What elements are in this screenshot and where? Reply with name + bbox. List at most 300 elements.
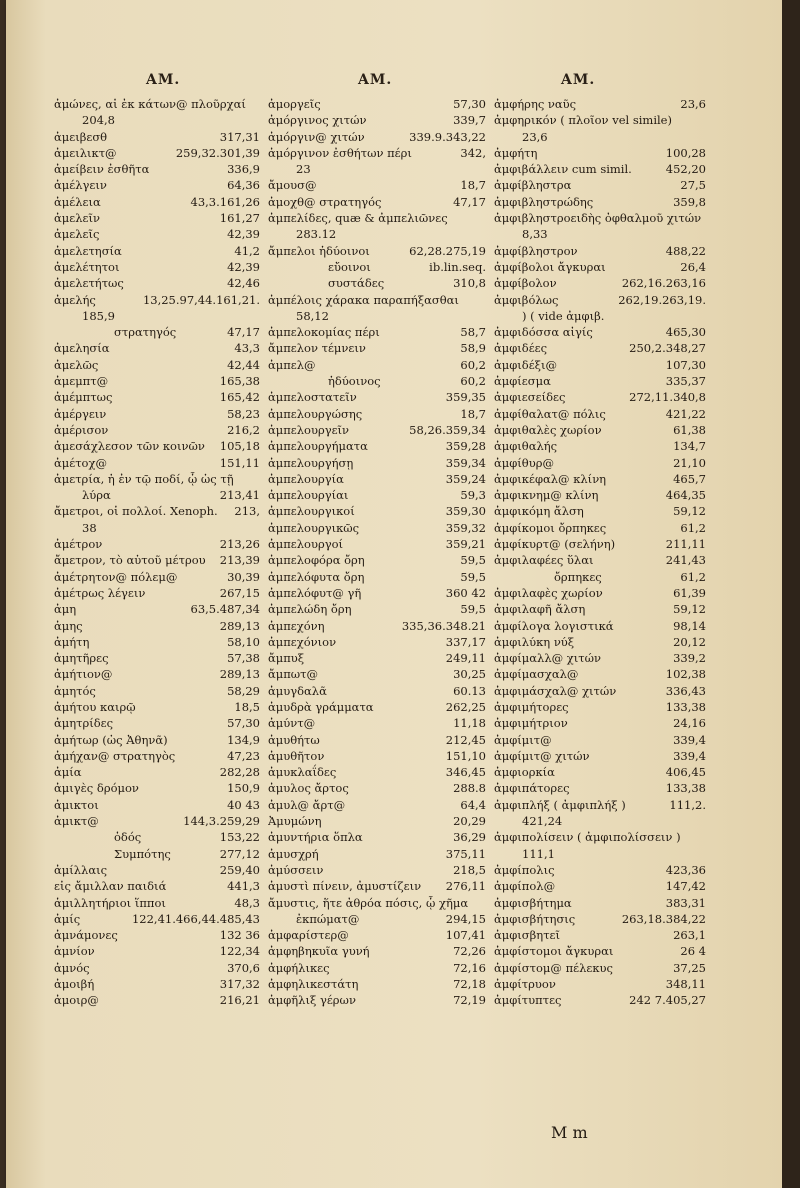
index-entry	[268, 650, 486, 666]
entry-term: 283.12	[296, 227, 337, 242]
index-entry	[268, 357, 486, 373]
index-entry	[268, 487, 486, 503]
index-entry	[54, 813, 260, 829]
entry-term: ἀμεμπτ@	[54, 374, 109, 389]
entry-term: ἀμπελουργήσῃ	[268, 455, 354, 470]
index-entry	[268, 585, 486, 601]
entry-term: ἀμφικέφαλ@ κλίνη	[494, 471, 607, 486]
entry-reference: 26,4	[680, 259, 706, 274]
entry-term: ἡδύοινος	[328, 374, 381, 389]
index-entry	[494, 699, 706, 715]
entry-term: ἀμφισβήτημα	[494, 895, 572, 910]
entry-term: ἀμφηλικεστάτη	[268, 977, 359, 992]
entry-reference: 42,46	[227, 276, 260, 291]
entry-reference: 58,7	[460, 325, 486, 340]
entry-term: ἀμφίβληστρα	[494, 178, 572, 193]
entry-reference: 134,9	[227, 732, 260, 747]
index-entry	[54, 503, 260, 519]
entry-reference: 61,38	[673, 422, 706, 437]
index-entry	[54, 862, 260, 878]
entry-reference: 59,5	[460, 602, 486, 617]
entry-term: ἀμφισβήτησις	[494, 911, 576, 926]
entry-reference	[702, 226, 706, 242]
entry-reference: 359,21	[445, 537, 486, 552]
entry-reference: 161,27	[219, 211, 260, 226]
entry-term: 8,33	[522, 227, 548, 242]
index-entry	[54, 878, 260, 894]
entry-term: ἀμφίπολις	[494, 862, 555, 877]
entry-term: ἀμπέλοις χάρακα παραπήξασθαι	[268, 292, 459, 307]
entry-term: 38	[82, 520, 97, 535]
entry-reference: 41,2	[234, 243, 260, 258]
index-entry	[54, 715, 260, 731]
index-entry	[494, 601, 706, 617]
entry-reference	[702, 112, 706, 128]
entry-reference: 132 36	[219, 928, 260, 943]
entry-term: ἀμέτρητον@ πόλεμ@	[54, 569, 178, 584]
index-entry	[268, 862, 486, 878]
entry-reference: 60,2	[460, 357, 486, 372]
entry-reference	[482, 292, 486, 308]
entry-reference: 289,13	[219, 667, 260, 682]
index-entry	[268, 520, 486, 536]
entry-reference: 294,15	[445, 911, 486, 926]
index-entry	[268, 829, 486, 845]
index-entry	[54, 536, 260, 552]
entry-term: εὔοινοι	[328, 259, 371, 274]
index-entry	[268, 536, 486, 552]
entry-reference: 370,6	[227, 960, 260, 975]
index-entry	[494, 650, 706, 666]
index-entry	[268, 324, 486, 340]
index-entry	[494, 194, 706, 210]
entry-term: ἀμετρία, ἡ ἐν τῷ ποδί, ᾧ ὡς τῇ	[54, 471, 234, 486]
entry-reference: 59,3	[460, 488, 486, 503]
entry-reference	[702, 129, 706, 145]
entry-term: ἀμύντ@	[268, 716, 316, 731]
index-entry	[268, 471, 486, 487]
index-entry	[54, 96, 260, 112]
entry-reference: 277,12	[219, 846, 260, 861]
entry-reference: 102,38	[665, 667, 706, 682]
index-entry	[54, 829, 260, 845]
index-entry	[494, 634, 706, 650]
entry-reference: 289,13	[219, 618, 260, 633]
index-entry	[268, 292, 486, 308]
entry-term: ἀμφιεσείδες	[494, 390, 566, 405]
index-entry	[54, 243, 260, 259]
entry-reference: 359,28	[445, 439, 486, 454]
entry-term: ἀμέμπτως	[54, 390, 113, 405]
index-entry	[268, 683, 486, 699]
entry-term: ἀμυλος ἄρτος	[268, 781, 349, 796]
index-entry	[494, 210, 706, 226]
entry-term: ἀμητός	[54, 683, 96, 698]
entry-reference: 147,42	[665, 879, 706, 894]
index-entry	[54, 112, 260, 128]
index-entry	[494, 797, 706, 813]
entry-term: ἀμφηβηκυῖα γυνή	[268, 944, 370, 959]
entry-term: ἀμπελοφόρα ὄρη	[268, 553, 365, 568]
entry-term: ἁμιλλητήριοι ἵπποι	[54, 895, 166, 910]
entry-term: ἀμφιθαλὲς χωρίον	[494, 422, 602, 437]
index-entry	[268, 797, 486, 813]
entry-reference: 421,22	[665, 406, 706, 421]
index-entry	[54, 634, 260, 650]
index-entry	[494, 161, 706, 177]
entry-term: ἀμοιβή	[54, 977, 95, 992]
entry-reference: 339,7	[453, 113, 486, 128]
entry-reference	[702, 813, 706, 829]
entry-term: ἀμυθήτω	[268, 732, 320, 747]
entry-term: 185,9	[82, 308, 115, 323]
entry-term: ἀμπελουργώσης	[268, 406, 363, 421]
entry-term: ἀμικτοι	[54, 797, 99, 812]
index-entry	[494, 520, 706, 536]
entry-reference: 60,2	[460, 374, 486, 389]
index-entry	[494, 764, 706, 780]
index-entry	[54, 569, 260, 585]
entry-term: ἀμπεχόνιον	[268, 634, 337, 649]
index-entry	[54, 438, 260, 454]
entry-term: ἀμφίβληστρον	[494, 243, 578, 258]
entry-reference: 249,11	[445, 651, 486, 666]
entry-term: ἀμφίεσμα	[494, 374, 551, 389]
entry-term: ἀμυγδαλᾶ	[268, 683, 327, 698]
entry-term: ἀμητρίδες	[54, 716, 114, 731]
entry-reference: 267,15	[219, 585, 260, 600]
index-column-middle	[268, 96, 486, 1009]
page-edge-shadow	[782, 0, 800, 1188]
entry-term: ) ( vide ἀμφιβ.	[522, 308, 605, 323]
entry-term: συστάδες	[328, 276, 385, 291]
entry-term: ἀμφηρικόν ( πλοῖον vel simile)	[494, 113, 672, 128]
entry-reference	[256, 471, 260, 487]
entry-term: ἀμφίκυρτ@ (σελήνη)	[494, 537, 616, 552]
entry-term: ἀμφίθυρ@	[494, 455, 554, 470]
entry-term: ἀμυστὶ πίνειν, ἀμυστίζειν	[268, 879, 422, 894]
index-entry	[54, 943, 260, 959]
entry-term: στρατηγός	[114, 325, 177, 340]
entry-reference: 263,1	[673, 928, 706, 943]
index-entry	[54, 960, 260, 976]
entry-reference: 423,36	[665, 862, 706, 877]
entry-term: ἀμφίτρυον	[494, 977, 556, 992]
index-entry	[268, 699, 486, 715]
column-header-right: AM.	[561, 72, 596, 88]
entry-term: ἀμφισβητεῖ	[494, 928, 561, 943]
entry-term: ἀμπεχόνη	[268, 618, 325, 633]
entry-term: ἀμφιβάλλειν cum simil.	[494, 162, 632, 177]
entry-reference: 72,26	[453, 944, 486, 959]
entry-reference: 151,11	[219, 455, 260, 470]
index-entry	[54, 748, 260, 764]
entry-reference: 40 43	[227, 797, 260, 812]
index-entry	[54, 683, 260, 699]
index-entry	[54, 487, 260, 503]
index-entry	[494, 275, 706, 291]
index-entry	[494, 715, 706, 731]
entry-term: ἄμπωτ@	[268, 667, 319, 682]
entry-reference: 216,2	[227, 422, 260, 437]
index-entry	[54, 992, 260, 1008]
entry-term: Συμπότης	[114, 846, 171, 861]
entry-term: ἀμοιρ@	[54, 993, 99, 1008]
index-entry	[54, 976, 260, 992]
index-entry	[494, 259, 706, 275]
index-entry	[268, 666, 486, 682]
index-entry	[54, 666, 260, 682]
entry-reference: 72,18	[453, 977, 486, 992]
index-entry	[54, 797, 260, 813]
entry-term: ἀμύσσειν	[268, 862, 324, 877]
entry-reference: 317,32	[219, 977, 260, 992]
entry-term: ἀμφικόμη ἄλση	[494, 504, 584, 519]
entry-reference: 72,19	[453, 993, 486, 1008]
index-entry	[54, 927, 260, 943]
entry-reference: 218,5	[453, 862, 486, 877]
index-entry	[494, 243, 706, 259]
entry-term: ἀμφιβληστροειδὴς ὀφθαλμοῦ χιτών	[494, 211, 702, 226]
index-entry	[494, 748, 706, 764]
entry-reference: 335,36.348.21	[401, 618, 486, 633]
index-entry	[268, 406, 486, 422]
entry-reference: 288.8	[453, 781, 486, 796]
entry-reference: 359,8	[673, 194, 706, 209]
index-entry	[268, 732, 486, 748]
index-entry	[54, 471, 260, 487]
entry-reference: 72,16	[453, 960, 486, 975]
entry-reference: 441,3	[227, 879, 260, 894]
entry-term: ἀμυντήρια ὅπλα	[268, 830, 363, 845]
entry-reference: 211,11	[665, 537, 706, 552]
entry-term: ἀμπελόφυτ@ γῆ	[268, 585, 362, 600]
entry-reference: 336,43	[665, 683, 706, 698]
index-entry	[54, 129, 260, 145]
entry-term: ἀμφικνημ@ κλίνη	[494, 488, 599, 503]
index-entry	[494, 503, 706, 519]
entry-term: ἀμήτιον@	[54, 667, 113, 682]
entry-term: ἀμφιορκία	[494, 765, 555, 780]
entry-reference: 58,29	[227, 683, 260, 698]
entry-term: ἀμπελουργήματα	[268, 439, 368, 454]
entry-reference: 452,20	[665, 162, 706, 177]
index-entry	[494, 487, 706, 503]
entry-term: ἀμφιπολίσειν ( ἀμφιπολίσσειν )	[494, 830, 681, 845]
entry-reference: 59,12	[673, 504, 706, 519]
entry-reference	[702, 308, 706, 324]
entry-term: ἄμετρον, τὸ αὑτοῦ μέτρου	[54, 553, 206, 568]
index-entry	[268, 308, 486, 324]
entry-reference	[482, 161, 486, 177]
index-entry	[268, 340, 486, 356]
entry-reference: 42,44	[227, 357, 260, 372]
entry-term: ἀμφιμάσχαλ@ χιτών	[494, 683, 617, 698]
entry-reference: 465,30	[665, 325, 706, 340]
entry-term: ἀμφιβληστρώδης	[494, 194, 594, 209]
entry-term: ἀμήτωρ (ὡς Ἀθηνᾶ)	[54, 732, 168, 747]
entry-reference: 339.9.343,22	[409, 129, 486, 144]
entry-term: ἀμπελόφυτα ὄρη	[268, 569, 365, 584]
entry-term: ἄμουσ@	[268, 178, 317, 193]
entry-reference: 63,5.487,34	[190, 602, 260, 617]
entry-reference: 262,19.263,19.	[618, 292, 706, 307]
entry-term: λύρα	[82, 488, 111, 503]
index-entry	[494, 895, 706, 911]
entry-reference: 153,22	[219, 830, 260, 845]
index-entry	[494, 373, 706, 389]
index-entry	[268, 634, 486, 650]
entry-term: ἀμνάμονες	[54, 928, 118, 943]
entry-term: ἀμφιλύκη νύξ	[494, 634, 575, 649]
entry-term: ἀμελῶς	[54, 357, 99, 372]
entry-reference: 276,11	[445, 879, 486, 894]
entry-reference	[482, 308, 486, 324]
entry-term: ἀμφιπλήξ ( ἀμφιπλήξ )	[494, 797, 626, 812]
entry-term: ἀμήτου καιρῷ	[54, 699, 136, 714]
index-entry	[494, 292, 706, 308]
entry-reference	[702, 210, 706, 226]
index-entry	[268, 96, 486, 112]
entry-term: ἄμπελον τέμνειν	[268, 341, 366, 356]
signature-mark: M m	[551, 1123, 588, 1142]
entry-term: ἀμπελ@	[268, 357, 316, 372]
index-entry	[54, 389, 260, 405]
entry-reference: 61,2	[680, 569, 706, 584]
entry-term: ἀμπελουργίαι	[268, 488, 349, 503]
entry-reference: 336,9	[227, 162, 260, 177]
index-entry	[54, 275, 260, 291]
entry-reference: ib.lin.seq.	[429, 259, 486, 274]
index-entry	[268, 764, 486, 780]
entry-reference: 339,4	[673, 732, 706, 747]
entry-term: ἀμφιλαφέες ὕλαι	[494, 553, 594, 568]
index-entry	[54, 911, 260, 927]
entry-reference: 133,38	[665, 781, 706, 796]
index-entry	[268, 145, 486, 161]
index-entry	[54, 145, 260, 161]
book-page	[6, 0, 782, 1188]
entry-reference: 213,41	[219, 488, 260, 503]
entry-term: ἀμης	[54, 618, 83, 633]
index-entry	[268, 927, 486, 943]
entry-reference	[256, 308, 260, 324]
index-entry	[268, 748, 486, 764]
entry-reference: 61,2	[680, 520, 706, 535]
entry-term: ἀμητῆρες	[54, 651, 109, 666]
entry-reference: 105,18	[219, 439, 260, 454]
index-entry	[268, 813, 486, 829]
index-entry	[54, 699, 260, 715]
index-entry	[494, 911, 706, 927]
entry-reference: 18,5	[234, 699, 260, 714]
entry-reference: 21,10	[673, 455, 706, 470]
entry-term: ἀμυδρὰ γράμματα	[268, 699, 374, 714]
index-entry	[494, 585, 706, 601]
index-entry	[54, 764, 260, 780]
entry-reference: 122,34	[219, 944, 260, 959]
entry-reference: 60.13	[453, 683, 486, 698]
index-entry	[54, 177, 260, 193]
entry-reference: 213,39	[219, 553, 260, 568]
entry-reference: 464,35	[665, 488, 706, 503]
index-entry	[54, 194, 260, 210]
index-entry	[268, 601, 486, 617]
index-entry	[54, 846, 260, 862]
entry-reference: 100,28	[665, 145, 706, 160]
index-entry	[494, 389, 706, 405]
index-entry	[268, 780, 486, 796]
index-entry	[494, 406, 706, 422]
index-entry	[268, 552, 486, 568]
entry-term: ἀμφιδόσσα αἰγίς	[494, 325, 593, 340]
entry-reference: 250,2.348,27	[629, 341, 706, 356]
entry-term: ἄμυστις, ἥτε ἀθρόα πόσις, ᾧ χῆμα	[268, 895, 469, 910]
index-entry	[494, 666, 706, 682]
index-entry	[54, 210, 260, 226]
entry-term: ἀμπελοστατεῖν	[268, 390, 357, 405]
entry-reference: 360 42	[445, 585, 486, 600]
entry-term: ἀμφήλικες	[268, 960, 330, 975]
entry-reference: 216,21	[219, 993, 260, 1008]
entry-reference: 43,3	[234, 341, 260, 356]
entry-term: ἀμφιθαλής	[494, 439, 558, 454]
entry-reference: 259,40	[219, 862, 260, 877]
entry-term: ἀμυθῆτον	[268, 748, 325, 763]
entry-reference: 150,9	[227, 781, 260, 796]
entry-reference: 11,18	[453, 716, 486, 731]
entry-term: ἀμφιλαφὲς χωρίον	[494, 585, 603, 600]
entry-term: ἀμελησία	[54, 341, 110, 356]
entry-term: ἀμόργινος χιτών	[268, 113, 367, 128]
entry-reference: 59,12	[673, 602, 706, 617]
entry-term: 111,1	[522, 846, 555, 861]
entry-term: ἀμεσάχλεσον τῶν κοινῶν	[54, 439, 205, 454]
entry-term: ἀμφίστομοι ἄγκυραι	[494, 944, 614, 959]
entry-reference: 58,23	[227, 406, 260, 421]
index-entry	[494, 862, 706, 878]
entry-term: ἀμφίθαλατ@ πόλις	[494, 406, 606, 421]
entry-term: ἀμπελουργικῶς	[268, 520, 360, 535]
entry-reference	[482, 226, 486, 242]
index-entry	[268, 194, 486, 210]
entry-term: 23,6	[522, 129, 548, 144]
entry-term: ἀμίλλαις	[54, 862, 108, 877]
entry-reference: 359,35	[445, 390, 486, 405]
index-entry	[268, 129, 486, 145]
index-entry	[268, 455, 486, 471]
index-entry	[494, 536, 706, 552]
entry-reference: 57,30	[227, 716, 260, 731]
index-entry	[54, 895, 260, 911]
entry-reference: 263,18.384,22	[621, 911, 706, 926]
entry-reference: 13,25.97,44.161,21.	[142, 292, 260, 307]
index-column-left	[54, 96, 260, 1009]
entry-term: ἄμπυξ	[268, 651, 305, 666]
index-entry	[494, 552, 706, 568]
entry-reference: 98,14	[673, 618, 706, 633]
index-entry	[54, 292, 260, 308]
entry-reference: 23,6	[680, 97, 706, 111]
entry-reference: 58,10	[227, 634, 260, 649]
index-entry	[494, 780, 706, 796]
entry-reference: 310,8	[453, 276, 486, 291]
index-entry	[54, 340, 260, 356]
entry-term: ἀμφίπολ@	[494, 879, 556, 894]
index-entry	[268, 275, 486, 291]
entry-reference: 339,4	[673, 748, 706, 763]
entry-reference: 272,11.340,8	[629, 390, 706, 405]
